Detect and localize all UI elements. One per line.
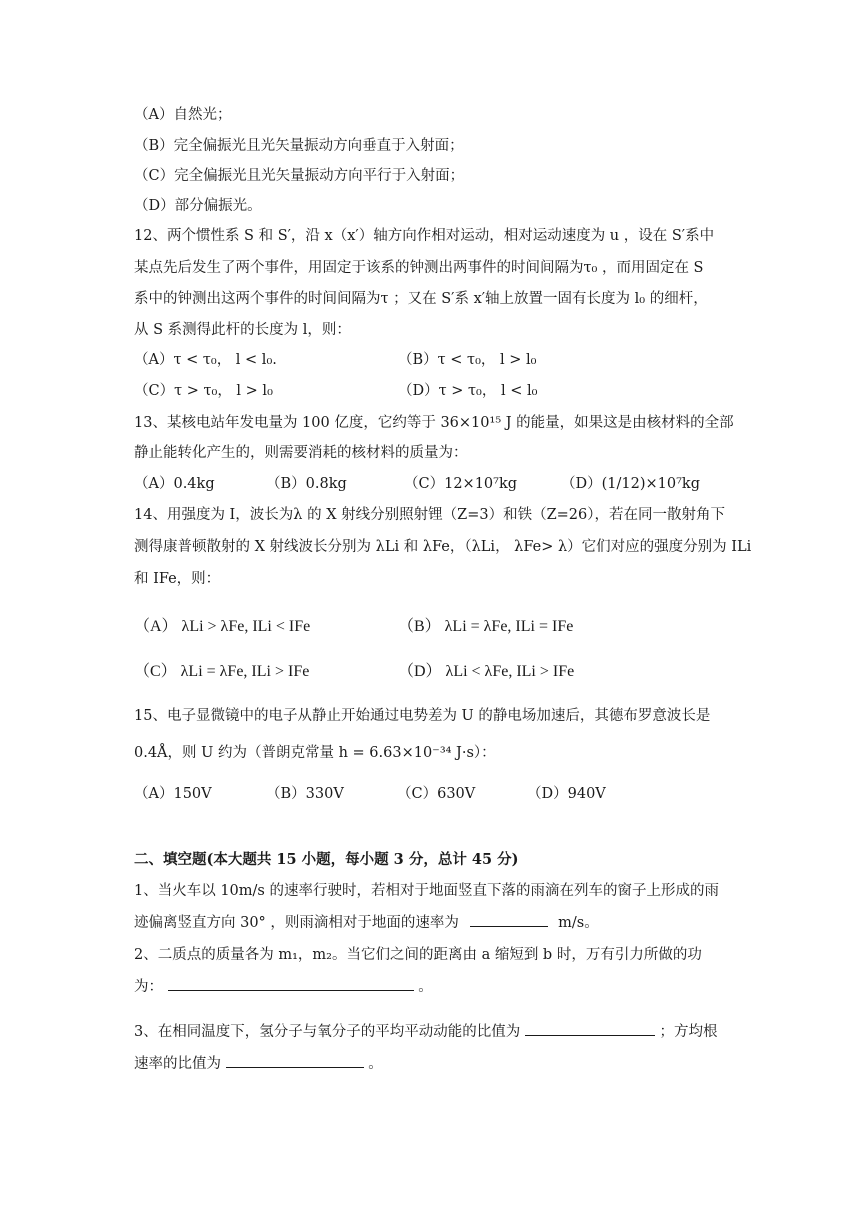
fill-3-answer-blank-2[interactable] <box>226 1053 364 1068</box>
q15-line-2: 0.4Å，则 U 约为（普朗克常量 h = 6.63×10⁻³⁴ J·s）： <box>134 745 496 761</box>
fill-3-line-2 <box>134 1053 383 1074</box>
q13-option-c: （C）12×10⁷kg <box>404 476 518 492</box>
q15-line-1: 15、电子显微镜中的电子从静止开始通过电势差为 U 的静电场加速后，其德布罗意波长是 <box>134 708 711 724</box>
q13-line-1: 13、某核电站年发电量为 100 亿度，它约等于 36×10¹⁵ J 的能量，如果这是由核材料的全部 <box>134 415 734 431</box>
q13-option-d: （D）(1/12)×10⁷kg <box>561 476 700 492</box>
q15-option-a: （A）150V <box>134 786 212 802</box>
q11-option-a: （A）自然光； <box>134 107 232 123</box>
q14-option-c: （C） λLi = λFe, ILi > IFe <box>134 663 310 680</box>
q11-option-d: （D）部分偏振光。 <box>134 198 262 214</box>
q14-option-a: （A） λLi > λFe, ILi < IFe <box>134 618 311 635</box>
fill-3-end: 。 <box>368 1056 383 1072</box>
fill-2-answer-blank[interactable] <box>168 976 414 991</box>
fill-3-text-3: 速率的比值为 <box>134 1056 221 1072</box>
fill-1-unit: m/s。 <box>558 915 599 931</box>
fill-2-line-1: 2、二质点的质量各为 m₁，m₂。当它们之间的距离由 a 缩短到 b 时，万有引力所做的功 <box>134 947 702 963</box>
fill-1-answer-blank[interactable] <box>470 912 548 927</box>
q12-line-4: 从 S 系测得此杆的长度为 l，则： <box>134 322 351 338</box>
q12-option-b: （B）τ < τ₀， l > l₀ <box>398 352 537 368</box>
fill-2-end: 。 <box>418 979 433 995</box>
q13-line-2: 静止能转化产生的，则需要消耗的核材料的质量为： <box>134 445 468 461</box>
q12-line-1: 12、两个惯性系 S 和 S′，沿 x（x′）轴方向作相对运动，相对运动速度为 u ，设在 S′系中 <box>134 228 715 244</box>
fill-3-text-2: ；方均根 <box>659 1024 718 1040</box>
q14-line-3: 和 IFe，则： <box>134 571 221 587</box>
q13-option-a: （A）0.4kg <box>134 476 215 492</box>
fill-2-text: 为： <box>134 979 163 995</box>
fill-1-line-1: 1、当火车以 10m/s 的速率行驶时，若相对于地面竖直下落的雨滴在列车的窗子上形成的雨 <box>134 883 719 899</box>
q12-option-d: （D）τ > τ₀， l < l₀ <box>398 383 538 399</box>
fill-3-line-1 <box>134 1021 717 1042</box>
fill-3-answer-blank-1[interactable] <box>525 1021 655 1036</box>
q15-option-b: （B）330V <box>266 786 344 802</box>
q12-option-c: （C）τ > τ₀， l > l₀ <box>134 383 273 399</box>
q14-option-d: （D） λLi < λFe, ILi > IFe <box>398 663 575 680</box>
q11-option-b: （B）完全偏振光且光矢量振动方向垂直于入射面； <box>134 138 464 154</box>
q15-option-c: （C）630V <box>397 786 476 802</box>
q14-option-b: （B） λLi = λFe, ILi = IFe <box>398 618 574 635</box>
q14-line-2: 测得康普顿散射的 X 射线波长分别为 λLi 和 λFe，（λLi， λFe> λ）它们对应的强度分别为 ILi <box>134 539 752 555</box>
q12-option-a: （A）τ < τ₀， l < l₀. <box>134 352 277 368</box>
fill-1-text: 迹偏离竖直方向 30° ，则雨滴相对于地面的速率为 <box>134 915 459 931</box>
fill-1-line-2 <box>134 912 599 933</box>
fill-3-text-1: 3、在相同温度下，氢分子与氧分子的平均平动动能的比值为 <box>134 1024 521 1040</box>
q12-line-3: 系中的钟测出这两个事件的时间间隔为τ ；又在 S′系 x′轴上放置一固有长度为 l₀ 的细杆， <box>134 291 708 307</box>
q11-option-c: （C）完全偏振光且光矢量振动方向平行于入射面； <box>134 168 465 184</box>
q15-option-d: （D）940V <box>527 786 606 802</box>
q14-line-1: 14、用强度为 I，波长为λ 的 X 射线分别照射锂（Z=3）和铁（Z=26），若在同一散射角下 <box>134 507 725 523</box>
q12-line-2: 某点先后发生了两个事件，用固定于该系的钟测出两事件的时间间隔为τ₀ ，而用固定在 S <box>134 260 704 276</box>
q13-option-b: （B）0.8kg <box>266 476 347 492</box>
section-2-heading: 二、填空题(本大题共 15 小题，每小题 3 分，总计 45 分) <box>134 851 519 868</box>
fill-2-line-2 <box>134 976 433 997</box>
